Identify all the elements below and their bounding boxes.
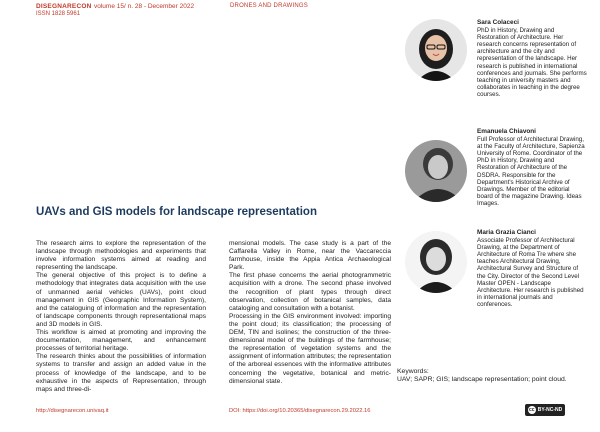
portrait-icon <box>405 140 467 202</box>
keywords-label: Keywords: <box>397 368 429 375</box>
author-photo <box>405 140 467 202</box>
paragraph: This workflow is aimed at promoting and improving the documentation, management, and enhancement processes of territorial heritage. <box>36 329 206 353</box>
author-bio <box>477 128 587 207</box>
author-maria-grazia-cianci <box>405 229 600 329</box>
author-sara-colaceci <box>405 19 600 129</box>
portrait-icon <box>405 19 467 81</box>
paragraph: The first phase concerns the aerial photogrammetric acquisition with a drone. The second phase involved the recognition of plant types through direct observation, collection of botanical samples, data cataloging and consultation with a botanist. <box>229 272 391 312</box>
license-text: BY-NC-ND <box>537 407 563 413</box>
journal-section: DRONES AND DRAWINGS <box>230 3 308 9</box>
author-bio <box>477 19 587 98</box>
author-bio <box>477 229 587 308</box>
keywords <box>397 368 577 384</box>
paragraph: The research aims to explore the representation of the landscape through methodologies and experiments that involve information systems aimed at reading and representing the landscape. <box>36 240 206 272</box>
journal-brand: DISEGNARECON <box>36 3 92 10</box>
doi-link[interactable]: DOI: https://doi.org/10.20365/disegnarecon.29.2022.16 <box>229 408 371 414</box>
author-photo <box>405 231 467 293</box>
author-description: Full Professor of Architectural Drawing, at the Faculty of Architecture, Sapienza University of Rome. Coordinator of the PhD in History, Drawing and Restoration of Architecture of the DSDRA. Responsible for the Department's Historical Archive of Drawings. Member of the editorial board of the magazine Drawing. Ideas Images. <box>477 136 585 207</box>
abstract-column-2 <box>229 240 391 386</box>
author-name: Sara Colaceci <box>477 19 519 26</box>
license-badge <box>525 404 565 416</box>
article-title: UAVs and GIS models for landscape representation <box>36 206 317 218</box>
paragraph: mensional models. The case study is a part of the Caffarella Valley in Rome, near the Vaccareccia farmhouse, inside the Appia Antica Archaeological Park. <box>229 240 391 272</box>
journal-url-link[interactable]: http://disegnarecon.univaq.it <box>36 408 109 414</box>
journal-issue: volume 15/ n. 28 - December 2022 <box>94 3 195 10</box>
author-photo <box>405 19 467 81</box>
abstract-column-1 <box>36 240 206 394</box>
author-description: PhD in History, Drawing and Restoration of Architecture. Her research concerns representation of architecture and the city and representation of the landscape. Her research is published in international conferences and journals. She performs teaching in university masters and collaborates in teaching in the degree courses. <box>477 27 587 98</box>
paragraph: The general objective of this project is to define a methodology that integrates data acquisition with the use of unmanned aerial vehicles (UAVs), point cloud management in GIS (Geographic Information System), and the cataloguing of information and the representation of landscape components through representational maps and 3D models in GIS. <box>36 272 206 328</box>
paragraph: The research thinks about the possibilities of information systems to transfer and assign an added value in the process of knowledge of the landscape, and to be exhaustive in the aspects of Representation, through maps and three-di- <box>36 353 206 393</box>
creative-commons-icon: cc <box>528 407 535 413</box>
portrait-icon <box>405 231 467 293</box>
paragraph: Processing in the GIS environment involved: importing the point cloud; its classification; the processing of DEM, TIN and isolines; the construction of the three-dimensional model of the buildings of the farmhouse; the representation of vegetation systems and the assignment of information attributes; the representation of the arboreal essences with the informative attributes concerning the vegetative, botanical and metric-dimensional state. <box>229 312 391 385</box>
author-emanuela-chiavoni <box>405 128 600 228</box>
keywords-text: UAV; SAPR; GIS; landscape representation; point cloud. <box>397 376 567 384</box>
journal-issn: ISSN 1828 5961 <box>36 11 81 17</box>
author-description: Associate Professor of Architectural Drawing, at the Department of Architecture of Roma Tre where she teaches Architectural Drawing, Architectural Survey and Structure of the City. Director of the Second Level Master OPEN - Landscape Architecture. Her research is published in international journals and conferences. <box>477 237 584 308</box>
author-name: Maria Grazia Cianci <box>477 229 536 236</box>
author-name: Emanuela Chiavoni <box>477 128 536 135</box>
